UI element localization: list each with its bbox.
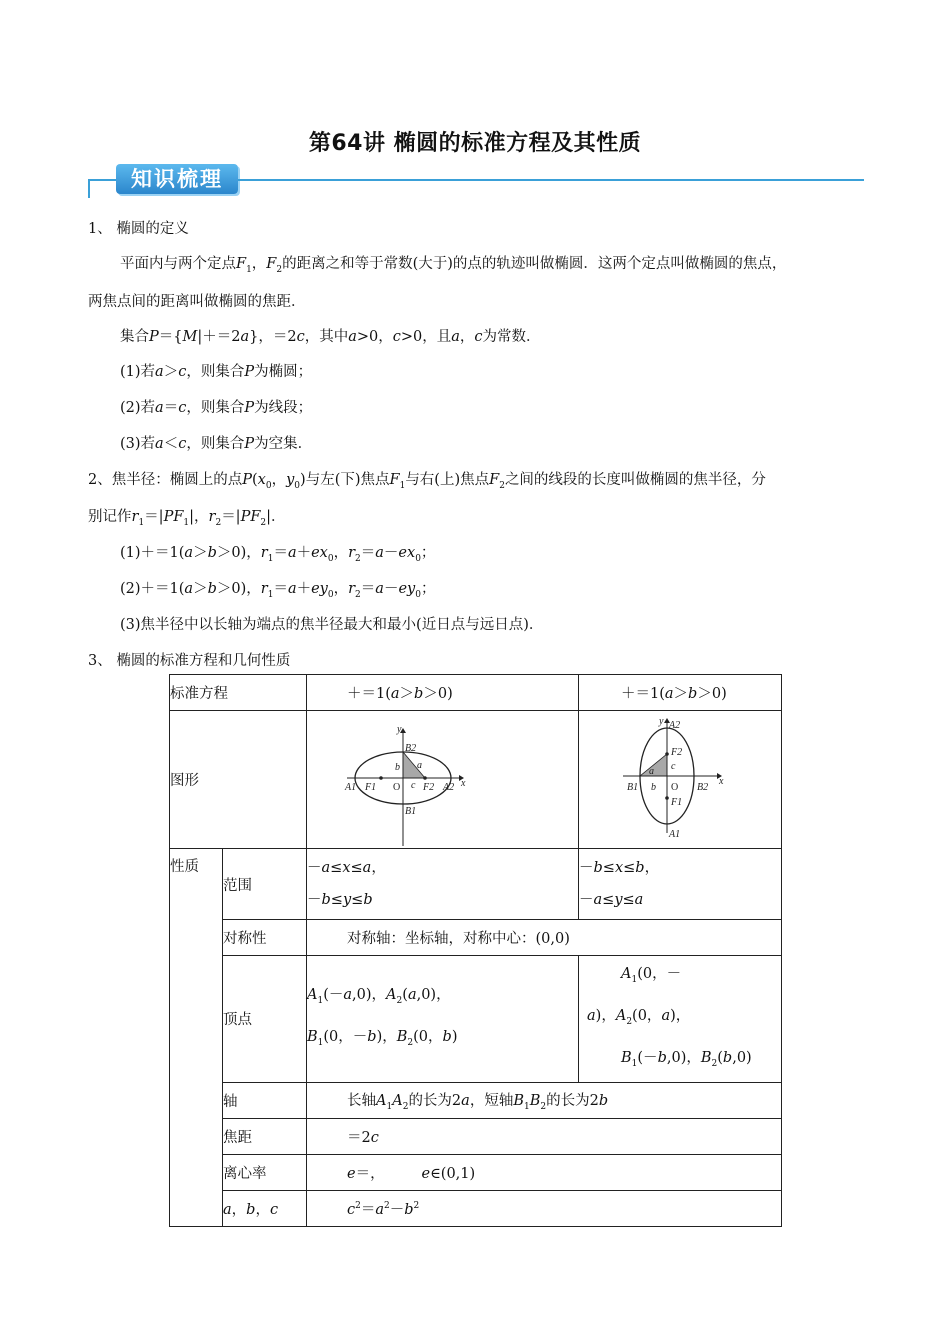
header-eq2-cell: ＋＝1(a＞b＞0) [579, 675, 782, 711]
vertex-label-cell [223, 956, 307, 1083]
symmetry-value: 对称轴：坐标轴，对称中心：(0,0) [347, 931, 570, 947]
fig2-label-a2: A2 [669, 720, 681, 731]
s1-definition-line1: 平面内与两个定点$F_1$，$F_2$的距离之和等于常数(大于)的点的轨迹叫做椭圆．这两个定点叫做椭圆的焦点， [120, 256, 787, 275]
fig1-label-y: y [397, 724, 402, 735]
horizontal-ellipse-figure [307, 711, 579, 848]
ecc-label-cell [223, 1154, 307, 1190]
vertical-ellipse-figure [579, 711, 782, 848]
fig1-label-f1: F1 [365, 782, 377, 793]
table-row [170, 1118, 782, 1154]
eccentricity-value-cell: e＝， e∈(0,1) [307, 1154, 782, 1190]
range-label: 范围 [223, 877, 252, 894]
focus-f1-point [665, 796, 669, 800]
range1-cell [307, 849, 579, 920]
fig1-label-o: O [393, 782, 401, 793]
figure2-cell [579, 711, 782, 849]
axis-value-cell: 长轴$A_1A_2$的长为2a，短轴$B_1B_2$的长为2b [307, 1082, 782, 1118]
focus-f1-point [379, 776, 383, 780]
header-divider-vertical [88, 179, 90, 198]
s2-line1: 2、焦半径：椭圆上的点$P(x_0$，$y_0$)与左(下)焦点$F_1$与右(上)焦点$F_2$之间的线段的长度叫做椭圆的焦半径，分 [88, 472, 766, 491]
properties-table [169, 674, 782, 1227]
fig1-label-c: c [411, 780, 416, 791]
fig2-label-a1: A1 [669, 829, 681, 840]
range-label-cell [223, 849, 307, 920]
figure-label: 图形 [170, 773, 199, 789]
axis-label-cell [223, 1082, 307, 1118]
fig2-label-a: a [649, 766, 654, 777]
vertex2-c: $B_1(-b,0)$，$B_2(b,0)$ [621, 1049, 752, 1069]
s1-case-1: (1)若a＞c，则集合P为椭圆； [120, 364, 313, 380]
fig2-label-x: x [719, 776, 724, 787]
s1-case-2: (2)若a＝c，则集合P为线段； [120, 400, 313, 416]
s1-heading: 1、 椭圆的定义 [88, 221, 189, 237]
sym-label-cell [223, 920, 307, 956]
props-label: 性质 [170, 859, 199, 875]
abc-value-cell: $c^2=a^2-b^2$ [307, 1190, 782, 1226]
table-row [170, 1190, 782, 1226]
range2-x: －b≤x≤b， [579, 860, 660, 876]
vertex-label: 顶点 [223, 1012, 252, 1029]
header-label: 标准方程 [170, 686, 228, 702]
s2-item-3: (3)焦半径中以长轴为端点的焦半径最大和最小(近日点与远日点)． [120, 617, 544, 633]
eccentricity-label: 离心率 [223, 1165, 267, 1182]
header-eq1-cell: ＋＝1(a＞b＞0) [307, 675, 579, 711]
s1-case-3: (3)若a＜c，则集合P为空集． [120, 436, 313, 452]
fig2-label-b2: B2 [697, 782, 709, 793]
fig2-label-o: O [671, 782, 679, 793]
fig1-label-a1: A1 [345, 782, 357, 793]
vertex2-a: $A_1(0$，－ [621, 966, 682, 985]
fig2-label-f2: F2 [671, 747, 683, 758]
range1-x: －a≤x≤a， [307, 860, 386, 876]
header-divider-left [88, 179, 118, 181]
s2-item-2: (2)＋＝1(a＞b＞0)，$r_1=a+ey_0$，$r_2=a-ey_0$； [120, 581, 436, 600]
figure-label-cell [170, 711, 307, 849]
fig1-label-a2: A2 [443, 782, 455, 793]
fig1-label-f2: F2 [423, 782, 435, 793]
fig2-label-c: c [671, 761, 676, 772]
range2-y: －a≤y≤a [579, 892, 644, 908]
header-label-cell [170, 675, 307, 711]
vertex1-a: $A_1(-a,0)$，$A_2(a,0)$， [307, 986, 451, 1006]
vertex1-b: $B_1(0$，－b)，$B_2(0$，b) [307, 1028, 458, 1048]
fig2-label-y: y [659, 716, 664, 727]
axis-label: 轴 [223, 1093, 238, 1110]
page-title: 第64讲 椭圆的标准方程及其性质 [308, 131, 642, 156]
s3-heading: 3、 椭圆的标准方程和几何性质 [88, 653, 291, 669]
fig1-label-b1: B1 [405, 806, 417, 817]
table-row [170, 1082, 782, 1118]
fig2-label-b: b [651, 782, 656, 793]
figure1-cell [307, 711, 579, 849]
focus-f2-point [423, 776, 427, 780]
props-label-cell [170, 849, 223, 1227]
section-badge: 知识梳理 [116, 164, 238, 194]
vertex1-cell [307, 956, 579, 1083]
s1-definition-line2: 两焦点间的距离叫做椭圆的焦距． [88, 294, 306, 310]
vertex2-b: a)，$A_2(0$，a)， [587, 1007, 691, 1027]
fig1-label-b: b [395, 762, 400, 773]
symmetry-label: 对称性 [223, 931, 267, 947]
s2-item-1: (1)＋＝1(a＞b＞0)，$r_1=a+ex_0$，$r_2=a-ex_0$； [120, 545, 436, 564]
table-row [170, 849, 782, 920]
range2-cell [579, 849, 782, 920]
focal-label-cell [223, 1118, 307, 1154]
abc-label-cell: a，b，c [223, 1190, 307, 1226]
focal-label: 焦距 [223, 1129, 252, 1146]
vertex2-cell [579, 956, 782, 1083]
table-row [170, 711, 782, 849]
fig1-label-b2: B2 [405, 743, 417, 754]
s1-set-definition: 集合P＝{M|＋＝2a}，＝2c，其中a>0，c>0，且a，c为常数． [120, 329, 541, 345]
table-row [170, 956, 782, 1083]
table-row [170, 675, 782, 711]
fig1-label-x: x [461, 778, 466, 789]
header-divider [238, 179, 864, 181]
fig2-label-b1: B1 [627, 782, 639, 793]
symmetry-value-cell [307, 920, 782, 956]
focal-value-cell: ＝2c [307, 1118, 782, 1154]
focus-f2-point [665, 752, 669, 756]
range1-y: －b≤y≤b [307, 892, 373, 908]
table-row [170, 1154, 782, 1190]
table-row [170, 920, 782, 956]
s2-line2: 别记作$r_1=|PF_1|$，$r_2=|PF_2|$． [88, 509, 286, 528]
fig2-label-f1: F1 [671, 797, 683, 808]
section-header [88, 162, 864, 198]
fig1-label-a: a [417, 760, 422, 771]
